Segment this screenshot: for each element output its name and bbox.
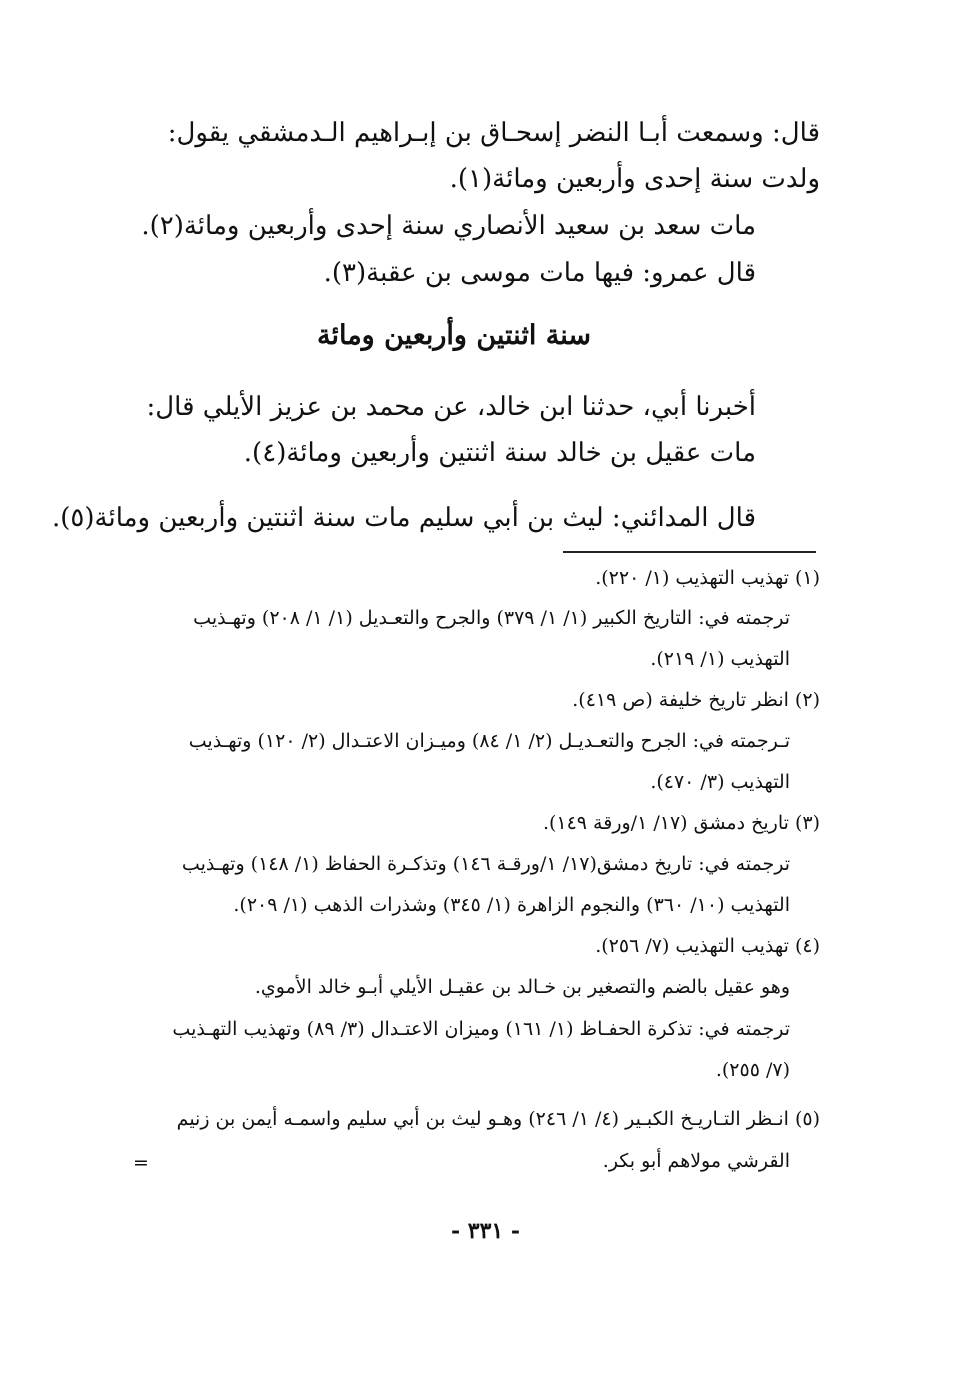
- footnote-separator: [563, 551, 816, 553]
- footnote-line: (٣) تاريخ دمشق (١٧/ ١/ورقة ١٤٩).: [542, 812, 820, 834]
- footnote-line: القرشي مولاهم أبو بكر.: [602, 1150, 790, 1172]
- footnote-line: ترجمته في: تذكرة الحفـاظ (١/ ١٦١) وميزان الاعتـدال (٣/ ٨٩) وتهذيب التهـذيب: [172, 1018, 790, 1040]
- footnote-line: (٧/ ٢٥٥).: [715, 1059, 790, 1081]
- body-line: قال عمرو: فيها مات موسى بن عقبة(٣).: [323, 258, 756, 288]
- footnote-line: ترجمته في: التاريخ الكبير (١/ ١/ ٣٧٩) والجرح والتعـديل (١/ ١/ ٢٠٨) وتهـذيب: [193, 607, 790, 629]
- footnote-line: (٢) انظر تاريخ خليفة (ص ٤١٩).: [572, 689, 820, 711]
- body-line: مات سعد بن سعيد الأنصاري سنة إحدى وأربعين ومائة(٢).: [141, 211, 756, 241]
- body-line: قال: وسمعت أبـا النضر إسحـاق بن إبـراهيم الـدمشقي يقول:: [167, 118, 820, 148]
- footnote-line: وهو عقيل بالضم والتصغير بن خـالد بن عقيـل الأيلي أبـو خالد الأموي.: [254, 976, 790, 998]
- page-number: - ٣٣١ -: [450, 1218, 520, 1244]
- body-line: ولدت سنة إحدى وأربعين ومائة(١).: [449, 164, 820, 194]
- footnote-line: تـرجمته في: الجرح والتعـديـل (٢/ ١/ ٨٤) وميـزان الاعتـدال (٢/ ١٢٠) وتهـذيب: [188, 730, 790, 752]
- section-heading: سنة اثنتين وأربعين ومائة: [317, 320, 591, 351]
- body-line: قال المدائني: ليث بن أبي سليم مات سنة اثنتين وأربعين ومائة(٥).: [52, 503, 756, 533]
- footnote-line: (٥) انـظر التـاريـخ الكبـير (٤/ ١/ ٢٤٦) وهـو ليث بن أبي سليم واسمـه أيمن بن زنيم: [176, 1108, 820, 1130]
- footnote-line: التهذيب (١٠/ ٣٦٠) والنجوم الزاهرة (١/ ٣٤٥) وشذرات الذهب (١/ ٢٠٩).: [233, 894, 790, 916]
- footnote-line: ترجمته في: تاريخ دمشق(١٧/ ١/ورقـة ١٤٦) وتذكـرة الحفاظ (١/ ١٤٨) وتهـذيب: [181, 853, 790, 875]
- footnote-line: (١) تهذيب التهذيب (١/ ٢٢٠).: [595, 567, 820, 589]
- body-line: أخبرنا أبي، حدثنا ابن خالد، عن محمد بن عزيز الأيلي قال:: [146, 392, 756, 422]
- footnote-continuation-mark: =: [133, 1152, 149, 1174]
- footnote-line: التهذيب (١/ ٢١٩).: [650, 648, 790, 670]
- body-line: مات عقيل بن خالد سنة اثنتين وأربعين ومائة(٤).: [243, 438, 756, 468]
- footnote-line: التهذيب (٣/ ٤٧٠).: [650, 771, 790, 793]
- footnote-line: (٤) تهذيب التهذيب (٧/ ٢٥٦).: [595, 935, 820, 957]
